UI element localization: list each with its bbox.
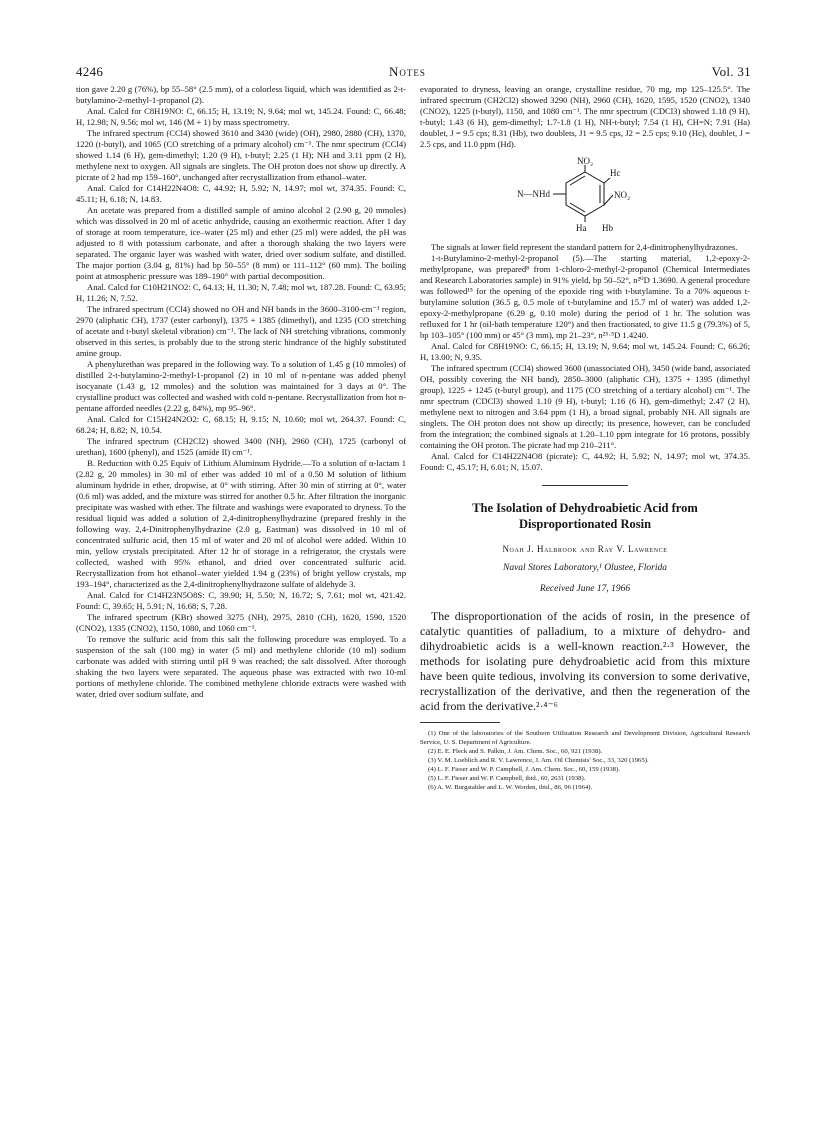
paragraph: evaporated to dryness, leaving an orange, crystalline residue, 70 mg, mp 125–125.5°. The infrared spectrum (CH2Cl2) showed 3290 (NH), 2960 (CH), 1620, 1595, 1520 (CNO2), 1340 (CNO2), 1225 (t-butyl), 1150, and 1080 cm⁻¹. The nmr spectrum (CDCl3) showed 1.18 (9 H), t-butyl; 1.43 (6 H), gem-dimethyl; 1.7-1.8 (1 H), NH-t-butyl; 7.54 (1 H), CH=N; 7.91 (Ha) doublet, J = 9.5 cps; 8.31 (Hb), two doublets, J1 = 9.5 cps, J2 = 2.5 cps; 9.10 (Hc), doublet, J = 2.5 cps, and 11.0 ppm (Hd). xyxy=(420,84,750,149)
page-number: 4246 xyxy=(76,64,104,79)
paragraph: The infrared spectrum (CCl4) showed 3600 (unassociated OH), 3450 (wide band, associated OH, possibly covering the NH band), 2850–3000 (aliphatic CH), 1375 + 1395 (dimethyl group), 1225 + 1245 (t-butyl group), and 1175 (CO stretching of a tertiary alcohol) cm⁻¹. The nmr spectrum (CDCl3) showed 1.10 (9 H), t-butyl; 1.16 (6 H), gem-dimethyl; 2.47 (2 H), methylene next to nitrogen and 3.64 ppm (1 H), a broad signal, probably NH. All signals are singlets. The OH proton does not show up directly; its presence, however, can be concluded from the integration; the combined signals at 1.20–1.10 ppm integrate for 16 protons, possibly containing the OH proton. The picrate had mp 210–211°. xyxy=(420,363,750,450)
paragraph: An acetate was prepared from a distilled sample of amino alcohol 2 (2.90 g, 20 mmoles) which was dissolved in 20 ml of acetic anhydride, causing an exothermic reaction. After 1 day of storage at room temperature, ice–water (25 ml) and ether (25 ml) were added, the pH was adjusted to 8 with potassium carbonate, and after a thorough shaking the two layers were separated. The organic layer was washed with water, dried over sodium sulfate, and distilled. The major portion (3.04 g, 81%) had bp 50–55° (8 mm) or 111–112° (60 mm). The boiling point at atmospheric pressure was 189–190° with partial decomposition. xyxy=(76,205,406,281)
benzene-ring xyxy=(566,172,604,216)
paragraph: The infrared spectrum (CH2Cl2) showed 3400 (NH), 2960 (CH), 1725 (carbonyl of urethan), 1600 (phenyl), and 1525 (amide II) cm⁻¹. xyxy=(76,436,406,457)
section-paragraph: B. Reduction with 0.25 Equiv of Lithium Aluminum Hydride.—To a solution of α-lactam 1 (2.82 g, 20 mmoles) in 30 ml of ether was added 10 ml of a 0.50 M solution of lithium aluminum hydride in ether, dropwise, at 0° with stirring. After 30 min of stirring at 0°, water (0.6 ml) was added, and the mixture was stirred for another 0.5 hr. After filtration the inorganic precipitate was washed with ether. The filtrate and washings were evaporated to dryness. To the residual liquid was added a solution of 2,4-dinitrophenylhydrazine (prepared freshly in the following way. 2,4-Dinitrophenylhydrazine (2.0 g, Eastman) was dissolved in 10 ml of concentrated sulfuric acid, then 15 ml of water and 20 ml of alcohol were added. Within 10 min, yellow crystals precipitated. After 12 hr of storage in a refrigerator, the crystals were collected, washed with 95% ethanol, and dried over concentrated sulfuric acid. Recrystallization from hot ethanol–water yielded 1.94 g (23%) of bright yellow crystals, mp 193–194°, characterized as the 2,4-dinitrophenylhydrazone sulfate of aldehyde 3. xyxy=(76,458,406,589)
analysis-paragraph: Anal. Calcd for C14H22N4O8: C, 44.92; H, 5.92; N, 14.97; mol wt, 374.35. Found: C, 45.11; H, 6.18; N, 14.83. xyxy=(76,183,406,204)
hb-label: Hb xyxy=(602,223,613,233)
analysis-paragraph: Anal. Calcd for C15H24N2O2: C, 68.15; H, 9.15; N, 10.60; mol wt, 264.37. Found: C, 68.24; H, 8.82; N, 10.54. xyxy=(76,414,406,435)
article-title: The Isolation of Dehydroabietic Acid from Disproportionated Rosin xyxy=(472,501,698,531)
footnote-divider xyxy=(420,722,500,723)
dinitrophenylhydrazine-structure xyxy=(420,156,750,234)
section-divider xyxy=(542,485,628,486)
analysis-paragraph: Anal. Calcd for C8H19NO: C, 66.15; H, 13.19; N, 9.64; mol wt, 145.24. Found: C, 66.26; H, 13.00; N, 9.35. xyxy=(420,341,750,362)
paragraph: To remove the sulfuric acid from this salt the following procedure was employed. To a suspension of the salt (100 mg) in water (5 ml) and methylene chloride (10 ml) sodium carbonate was added with stirring until pH 9 was reached; the salt dissolved. After thorough shaking the two layers were separated. The aqueous phase was extracted with two 10-ml portions of methylene chloride. The combined methylene chloride extracts were washed with water, dried over sodium sulfate, and xyxy=(76,634,406,699)
nitro-group-label: NO₂ xyxy=(614,190,631,200)
hydrazone-label: N—NHd xyxy=(517,189,550,199)
hc-label: Hc xyxy=(610,168,621,178)
analysis-paragraph: Anal. Calcd for C10H21NO2: C, 64.13; H, 11.30; N, 7.48; mol wt, 187.28. Found: C, 63.95; H, 11.26; N, 7.52. xyxy=(76,282,406,303)
analysis-paragraph: Anal. Calcd for C14H22N4O8 (picrate): C, 44.92; H, 5.92; N, 14.97; mol wt, 374.35. Found: C, 45.17; H, 6.01; N, 15.07. xyxy=(420,451,750,472)
analysis-paragraph: Anal. Calcd for C14H23N5O8S: C, 39.90; H, 5.50; N, 16.72; S, 7.61; mol wt, 421.42. Found: C, 39.65; H, 5.91; N, 16.68; S, 7.28. xyxy=(76,590,406,611)
paragraph: The signals at lower field represent the standard pattern for 2,4-dinitrophenylhydrazones. xyxy=(431,242,738,252)
paragraph: A phenylurethan was prepared in the following way. To a solution of 1.45 g (10 mmoles) of distilled 2-t-butylamino-2-methyl-1-propanol (2) in 10 ml of n-pentane was added phenyl isocyanate (1.43 g, 12 mmoles) and the solution was maintained for 3 days at 0°. The crystalline product was collected and washed with cold n-pentane. Recrystallization from hot n-pentane afforded needles (2.22 g, 84%), mp 95–96°. xyxy=(76,359,406,413)
footnote: (4) L. F. Fieser and W. P. Campbell, J. Am. Chem. Soc., 60, 159 (1938). xyxy=(428,766,620,773)
article-affiliation: Naval Stores Laboratory,¹ Olustee, Florida xyxy=(503,563,667,573)
section-header: Notes xyxy=(389,64,426,79)
footnote: (2) E. E. Fleck and S. Palkin, J. Am. Chem. Soc., 60, 921 (1938). xyxy=(428,748,603,755)
section-paragraph: 1-t-Butylamino-2-methyl-2-propanol (5).—The starting material, 1,2-epoxy-2-methylpropane, was prepared⁸ from 1-chloro-2-methyl-2-propanol (Chemical Intermediates and Research Laboratories sample) in 91% yield, bp 50–52°, n²⁰D 1.3690. A general procedure was followed¹⁵ for the opening of the epoxide ring with t-butylamine. To a 70% aqueous t-butylamine solution (36.5 g, 0.5 mole of t-butylamine and 15.7 ml of water) was added 1,2-epoxy-2-methylpropane (6.29 g, 0.10 mole) during the period of 1 hr. The solution was refluxed for 1 hr (oil-bath temperature 120°) and then fractionated, to give 11.5 g (79.3%) of 5, bp 103–105° (100 mm) or 45° (3 mm), mp 21–23°, n²⁵·⁵D 1.4240. xyxy=(420,253,750,340)
right-column xyxy=(420,84,750,792)
paragraph: tion gave 2.20 g (76%), bp 55–58° (2.5 mm), of a colorless liquid, which was identified as 2-t-butylamino-2-methyl-1-propanol (2). xyxy=(76,84,406,105)
footnote: (1) One of the laboratories of the Southern Utilization Research and Development Division, Agricultural Research Service, U. S. Department of Agriculture. xyxy=(420,730,750,746)
paragraph: The infrared spectrum (CCl4) showed 3610 and 3430 (wide) (OH), 2980, 2880 (CH), 1370, 1220 (t-butyl), and 1065 (CO stretching of a primary alcohol) cm⁻¹. The nmr spectrum (CCl4) showed 1.14 (6 H), gem-dimethyl; 1.20 (9 H), t-butyl; 2.25 (1 H); NH and 3.11 ppm (2 H), methylene next to oxygen. All signals are singlets. The OH proton does not show up directly. A picrate of 2 had mp 159–160°, unchanged after recrystallization from ethanol–water. xyxy=(76,128,406,182)
article-intro: The disproportionation of the acids of rosin, in the presence of catalytic quantities of palladium, to a mixture of dehydro- and dihydroabietic acids is a well-known reaction.²·³ However, the methods for isolating pure dehydroabietic acid from this mixture have been quite tedious, involving its conversion to some derivative, recrystallization of the derivative, and then the regeneration of the acid from the derivative.²·⁴⁻⁶ xyxy=(420,609,750,713)
paragraph: The infrared spectrum (CCl4) showed no OH and NH bands in the 3600–3100-cm⁻¹ region, 2970 (aliphatic CH), 1737 (ester carbonyl), 1375 + 1385 (dimethyl), and 1235 (CO stretching of acetate and t-butyl skeletal vibration) cm⁻¹. The lack of NH stretching vibrations, commonly observed in this series, is probably due to the strong steric hindrance of the highly substituted amine group. xyxy=(76,304,406,358)
volume-label: Vol. 31 xyxy=(711,64,751,79)
footnotes xyxy=(420,729,750,792)
left-column xyxy=(76,84,406,700)
footnote: (5) L. F. Fieser and W. P. Campbell, ibid., 60, 2631 (1938). xyxy=(428,775,586,782)
ha-label: Ha xyxy=(576,223,587,233)
received-date: Received June 17, 1966 xyxy=(539,584,631,594)
nitro-group-label: NO₂ xyxy=(577,156,594,166)
article-authors: Noah J. Halbrook and Ray V. Lawrence xyxy=(502,544,668,554)
footnote: (6) A. W. Burgstahler and L. W. Worden, ibid., 86, 96 (1964). xyxy=(428,784,593,791)
analysis-paragraph: Anal. Calcd for C8H19NO: C, 66.15; H, 13.19; N, 9.64; mol wt, 145.24. Found: C, 66.48; H, 12.98; N, 9.56; mol wt, 146 (M + 1) by mass spectrometry. xyxy=(76,106,406,127)
footnote: (3) V. M. Loeblich and R. V. Lawrence, J. Am. Oil Chemists' Soc., 33, 320 (1965). xyxy=(428,757,649,764)
paragraph: The infrared spectrum (KBr) showed 3275 (NH), 2975, 2810 (CH), 1620, 1590, 1520 (CNO2), 1335 (CNO2), 1150, 1080, and 1060 cm⁻¹. xyxy=(76,612,406,633)
